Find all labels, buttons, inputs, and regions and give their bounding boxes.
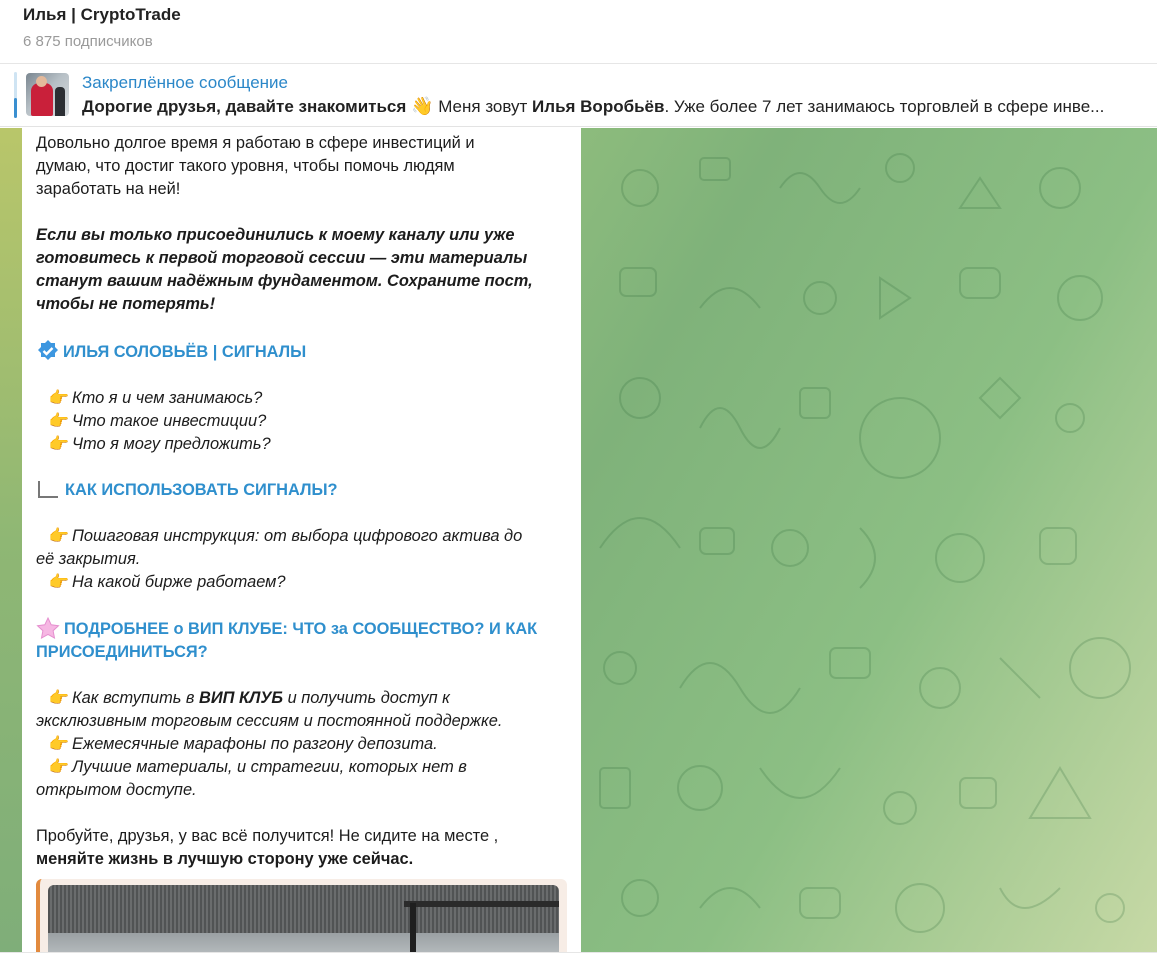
verified-badge-icon (36, 339, 60, 363)
chat-area[interactable] (0, 128, 1157, 952)
list-item-text: Пошаговая инструкция: от выбора цифрового актива до (72, 527, 523, 545)
list-item-text: Кто я и чем занимаюсь? (72, 389, 263, 407)
pinned-thumbnail (26, 73, 69, 116)
vip-club-text: ВИП КЛУБ (199, 689, 284, 707)
text-line: чтобы не потерять! (36, 295, 216, 313)
list-item-text: её закрытия. (36, 550, 141, 568)
list-item (36, 410, 566, 433)
pinned-text-part: Меня зовут (433, 97, 533, 116)
link-preview[interactable] (36, 879, 567, 952)
list-item (36, 756, 566, 779)
message-text (36, 128, 566, 871)
text-line: Если вы только присоединились к моему каналу или уже (36, 226, 515, 244)
text-line: Довольно долгое время я работаю в сфере инвестиций и (36, 134, 475, 152)
signals-link[interactable]: ИЛЬЯ СОЛОВЬЁВ | СИГНАЛЫ (63, 343, 307, 361)
pointing-hand-icon: 👉 (48, 389, 70, 407)
list-item (36, 387, 566, 410)
pinned-bold-text: Дорогие друзья, давайте знакомиться (82, 97, 407, 116)
pinned-indicator (14, 72, 17, 118)
list-item (36, 687, 566, 710)
pointing-hand-icon: 👉 (48, 689, 70, 707)
closing-bold-text: меняйте жизнь в лучшую сторону уже сейчас. (36, 850, 414, 868)
text-line: готовитесь к первой торговой сессии — эти материалы (36, 249, 528, 267)
pointing-hand-icon: 👉 (48, 573, 70, 591)
message-bubble[interactable] (22, 128, 581, 952)
list-item (36, 733, 566, 756)
list-item-text: На какой бирже работаем? (72, 573, 286, 591)
list-item-text: Ежемесячные марафоны по разгону депозита. (72, 735, 438, 753)
vip-link-cont[interactable]: ПРИСОЕДИНИТЬСЯ? (36, 643, 208, 661)
pointing-hand-icon: 👉 (48, 527, 70, 545)
closing-text: Пробуйте, друзья, у вас всё получится! Не сидите на месте , (36, 827, 499, 845)
list-item-text: и получить доступ к (283, 689, 450, 707)
vip-link[interactable]: ПОДРОБНЕЕ о ВИП КЛУБЕ: ЧТО за СООБЩЕСТВО? И КАК (64, 620, 538, 638)
text-line: думаю, что достиг такого уровня, чтобы помочь людям (36, 157, 455, 175)
pinned-preview-text (82, 96, 1147, 117)
list-item (36, 525, 566, 548)
pinned-name: Илья Воробьёв (532, 97, 665, 116)
section-heading-usage[interactable] (36, 479, 566, 502)
pointing-hand-icon: 👉 (48, 735, 70, 753)
pointing-hand-icon: 👉 (48, 435, 70, 453)
pinned-label: Закреплённое сообщение (82, 73, 288, 92)
list-item (36, 433, 566, 456)
sidebar-edge (0, 128, 22, 952)
list-item-text: Как вступить в (72, 689, 200, 707)
channel-title[interactable]: Илья | CryptoTrade (23, 5, 181, 24)
pinned-message-bar[interactable] (0, 64, 1157, 127)
wave-emoji-icon: 👋 (411, 96, 434, 116)
channel-header[interactable] (0, 0, 1157, 64)
chart-icon (36, 479, 60, 499)
pointing-hand-icon: 👉 (48, 758, 70, 776)
bottom-bar (0, 952, 1157, 971)
usage-link[interactable]: КАК ИСПОЛЬЗОВАТЬ СИГНАЛЫ? (65, 481, 338, 499)
subscriber-count: 6 875 подписчиков (23, 33, 153, 50)
section-heading-signals[interactable] (36, 339, 566, 364)
text-line: заработать на ней! (36, 180, 181, 198)
text-line: станут вашим надёжным фундаментом. Сохраните пост, (36, 272, 533, 290)
list-item-text: Лучшие материалы, и стратегии, которых нет в (72, 758, 467, 776)
list-item-text: открытом доступе. (36, 781, 197, 799)
list-item-text: эксклюзивным торговым сессиям и постоянной поддержке. (36, 712, 503, 730)
list-item-text: Что я могу предложить? (72, 435, 271, 453)
star-icon (36, 617, 60, 639)
preview-image[interactable] (48, 885, 559, 952)
section-heading-vip[interactable] (36, 617, 566, 641)
pointing-hand-icon: 👉 (48, 412, 70, 430)
pinned-text-part-2: . Уже более 7 лет занимаюсь торговлей в сфере инве... (664, 97, 1105, 116)
list-item (36, 571, 566, 594)
list-item-text: Что такое инвестиции? (72, 412, 267, 430)
